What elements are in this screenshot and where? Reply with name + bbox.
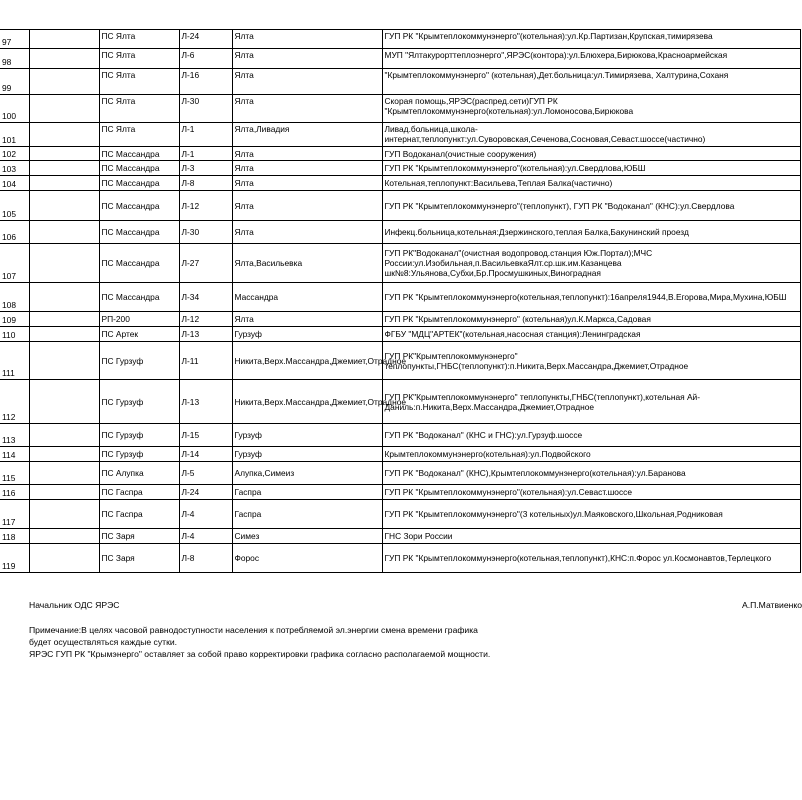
- substation-cell: ПС Гурзуф: [99, 342, 179, 380]
- row-number: 98: [0, 49, 29, 69]
- substation-cell: ПС Алупка: [99, 462, 179, 485]
- blank-cell: [29, 191, 99, 221]
- table-row: [0, 312, 800, 327]
- table-row: [0, 244, 800, 283]
- row-number: 108: [0, 283, 29, 312]
- table-row: [0, 462, 800, 485]
- line-cell: Л-24: [179, 485, 232, 500]
- row-number: 104: [0, 176, 29, 191]
- blank-cell: [29, 312, 99, 327]
- table-row: [0, 123, 800, 147]
- blank-cell: [29, 244, 99, 283]
- objects-cell: ГНС Зори России: [382, 529, 800, 544]
- line-cell: Л-30: [179, 95, 232, 123]
- line-cell: Л-8: [179, 176, 232, 191]
- area-cell: Гаспра: [232, 485, 382, 500]
- line-cell: Л-34: [179, 283, 232, 312]
- line-cell: Л-15: [179, 424, 232, 447]
- blank-cell: [29, 500, 99, 529]
- line-cell: Л-8: [179, 544, 232, 573]
- objects-cell: ГУП РК "Крымтеплокоммунэнерго"(теплопункт), ГУП РК "Водоканал" (КНС):ул.Свердлова: [382, 191, 800, 221]
- row-number: 109: [0, 312, 29, 327]
- blank-cell: [29, 544, 99, 573]
- table-row: [0, 327, 800, 342]
- substation-cell: ПС Заря: [99, 529, 179, 544]
- blank-cell: [29, 95, 99, 123]
- blank-cell: [29, 462, 99, 485]
- table-row: [0, 485, 800, 500]
- table-row: [0, 283, 800, 312]
- row-number: 115: [0, 462, 29, 485]
- substation-cell: ПС Ялта: [99, 95, 179, 123]
- blank-cell: [29, 342, 99, 380]
- table-row: [0, 380, 800, 424]
- blank-cell: [29, 485, 99, 500]
- blank-cell: [29, 30, 99, 49]
- substation-cell: ПС Ялта: [99, 123, 179, 147]
- area-cell: Ялта: [232, 161, 382, 176]
- line-cell: Л-1: [179, 123, 232, 147]
- area-cell: Никита,Верх.Массандра,Джемиет,Отрадное: [232, 342, 382, 380]
- substation-cell: ПС Массандра: [99, 244, 179, 283]
- substation-cell: ПС Массандра: [99, 283, 179, 312]
- line-cell: Л-27: [179, 244, 232, 283]
- substation-cell: ПС Массандра: [99, 191, 179, 221]
- objects-cell: "Крымтеплокоммунэнерго" (котельная),Дет.больница:ул.Тимирязева, Халтурина,Соханя: [382, 69, 800, 95]
- table-row: [0, 529, 800, 544]
- table-row: [0, 147, 800, 161]
- row-number: 111: [0, 342, 29, 380]
- row-number: 110: [0, 327, 29, 342]
- area-cell: Ялта: [232, 312, 382, 327]
- substation-cell: ПС Гурзуф: [99, 447, 179, 462]
- objects-cell: ГУП РК "Водоканал" (КНС),Крымтеплокоммунэнерго(котельная):ул.Баранова: [382, 462, 800, 485]
- substation-cell: ПС Ялта: [99, 49, 179, 69]
- chief-title: Начальник ОДС ЯРЭС: [29, 600, 120, 610]
- blank-cell: [29, 447, 99, 462]
- substation-cell: ПС Гурзуф: [99, 424, 179, 447]
- objects-cell: Инфекц.больница,котельная:Дзержинского,теплая Балка,Бакунинский проезд: [382, 221, 800, 244]
- substation-cell: ПС Гаспра: [99, 485, 179, 500]
- table-row: [0, 95, 800, 123]
- area-cell: Ялта: [232, 191, 382, 221]
- area-cell: Ялта,Васильевка: [232, 244, 382, 283]
- objects-cell: Крымтеплокоммунэнерго(котельная):ул.Подвойского: [382, 447, 800, 462]
- table-row: [0, 544, 800, 573]
- row-number: 101: [0, 123, 29, 147]
- objects-cell: ГУП РК "Крымтеплокоммунэнерго"(котельная):ул.Севаст.шоссе: [382, 485, 800, 500]
- objects-cell: ГУП РК"Водоканал"(очистная водопровод.станция Юж.Портал);МЧС России:ул.Изобильная,п.ВасильевкаЯлт.ср.шк.им.Казанцева шк№8:Ульянова,Субхи,Бр.Просмушкиных,Виноградная: [382, 244, 800, 283]
- line-cell: Л-30: [179, 221, 232, 244]
- row-number: 116: [0, 485, 29, 500]
- objects-cell: ГУП РК "Водоканал" (КНС и ГНС):ул.Гурзуф.шоссе: [382, 424, 800, 447]
- table-row: [0, 69, 800, 95]
- area-cell: Ялта: [232, 221, 382, 244]
- row-number: 107: [0, 244, 29, 283]
- blank-cell: [29, 380, 99, 424]
- substation-cell: ПС Артек: [99, 327, 179, 342]
- row-number: 114: [0, 447, 29, 462]
- area-cell: Алупка,Симеиз: [232, 462, 382, 485]
- blank-cell: [29, 221, 99, 244]
- row-number: 99: [0, 69, 29, 95]
- substation-cell: ПС Заря: [99, 544, 179, 573]
- row-number: 102: [0, 147, 29, 161]
- line-cell: Л-16: [179, 69, 232, 95]
- area-cell: Ялта: [232, 49, 382, 69]
- table-row: [0, 176, 800, 191]
- table-row: [0, 49, 800, 69]
- area-cell: Ялта: [232, 69, 382, 95]
- table-row: [0, 191, 800, 221]
- area-cell: Никита,Верх.Массандра,Джемиет,Отрадное: [232, 380, 382, 424]
- row-number: 118: [0, 529, 29, 544]
- objects-cell: ГУП Водоканал(очистные сооружения): [382, 147, 800, 161]
- table-row: [0, 342, 800, 380]
- table-row: [0, 30, 800, 49]
- row-number: 106: [0, 221, 29, 244]
- objects-cell: ГУП РК"Крымтеплокоммунэнерго" теплопункты,ГНБС(теплопункт):п.Никита,Верх.Массандра,Джемиет,Отрадное: [382, 342, 800, 380]
- chief-name: А.П.Матвиенко: [742, 600, 802, 610]
- line-cell: Л-1: [179, 147, 232, 161]
- blank-cell: [29, 123, 99, 147]
- objects-cell: ГУП РК "Крымтеплокоммунэнерго"(котельная):ул.Свердлова,ЮБШ: [382, 161, 800, 176]
- table-row: [0, 447, 800, 462]
- area-cell: Ялта: [232, 30, 382, 49]
- table-row: [0, 161, 800, 176]
- area-cell: Массандра: [232, 283, 382, 312]
- objects-cell: ФГБУ "МДЦ"АРТЕК"(котельная,насосная станция):Ленинградская: [382, 327, 800, 342]
- area-cell: Гаспра: [232, 500, 382, 529]
- area-cell: Форос: [232, 544, 382, 573]
- row-number: 119: [0, 544, 29, 573]
- blank-cell: [29, 176, 99, 191]
- note-line-1: Примечание:В целях часовой равнодоступности населения к потребляемой эл.энергии смена времени графика: [29, 625, 478, 635]
- schedule-rows: [0, 30, 800, 573]
- area-cell: Гурзуф: [232, 447, 382, 462]
- blank-cell: [29, 529, 99, 544]
- schedule-table: [0, 29, 801, 573]
- row-number: 112: [0, 380, 29, 424]
- row-number: 117: [0, 500, 29, 529]
- area-cell: Ялта: [232, 95, 382, 123]
- substation-cell: ПС Гаспра: [99, 500, 179, 529]
- area-cell: Гурзуф: [232, 424, 382, 447]
- line-cell: Л-5: [179, 462, 232, 485]
- substation-cell: РП-200: [99, 312, 179, 327]
- line-cell: Л-24: [179, 30, 232, 49]
- line-cell: Л-6: [179, 49, 232, 69]
- area-cell: Ялта,Ливадия: [232, 123, 382, 147]
- line-cell: Л-11: [179, 342, 232, 380]
- blank-cell: [29, 69, 99, 95]
- row-number: 100: [0, 95, 29, 123]
- substation-cell: ПС Ялта: [99, 30, 179, 49]
- row-number: 97: [0, 30, 29, 49]
- objects-cell: Котельная,теплопункт:Васильева,Теплая Балка(частично): [382, 176, 800, 191]
- substation-cell: ПС Ялта: [99, 69, 179, 95]
- line-cell: Л-12: [179, 312, 232, 327]
- table-row: [0, 221, 800, 244]
- table-row: [0, 424, 800, 447]
- objects-cell: Скорая помощь,ЯРЭС(распред.сети)ГУП РК "Крымтеплокоммунэнерго(котельная):ул.Ломоносова,Бирюкова: [382, 95, 800, 123]
- line-cell: Л-4: [179, 529, 232, 544]
- line-cell: Л-13: [179, 380, 232, 424]
- substation-cell: ПС Массандра: [99, 176, 179, 191]
- blank-cell: [29, 327, 99, 342]
- objects-cell: ГУП РК "Крымтеплокоммунэнерго" (котельная)ул.К.Маркса,Садовая: [382, 312, 800, 327]
- row-number: 103: [0, 161, 29, 176]
- blank-cell: [29, 147, 99, 161]
- blank-cell: [29, 424, 99, 447]
- row-number: 105: [0, 191, 29, 221]
- blank-cell: [29, 283, 99, 312]
- blank-cell: [29, 49, 99, 69]
- area-cell: Гурзуф: [232, 327, 382, 342]
- row-number: 113: [0, 424, 29, 447]
- objects-cell: ГУП РК "Крымтеплокоммунэнерго"(котельная):ул.Кр.Партизан,Крупская,тимирязева: [382, 30, 800, 49]
- table-row: [0, 500, 800, 529]
- area-cell: Ялта: [232, 147, 382, 161]
- objects-cell: ГУП РК"Крымтеплокоммунэнерго" теплопункты,ГНБС(теплопункт),котельная Ай-Даниль:п.Никита,Верх.Массандра,Джемиет,Отрадное: [382, 380, 800, 424]
- objects-cell: ГУП РК "Крымтеплокоммунэнерго(котельная,теплопункт),КНС:п.Форос ул.Космонавтов,Терлецкого: [382, 544, 800, 573]
- substation-cell: ПС Массандра: [99, 221, 179, 244]
- line-cell: Л-13: [179, 327, 232, 342]
- objects-cell: Ливад.больница,школа-интернат,теплопункт:ул.Суворовская,Сеченова,Сосновая,Севаст.шоссе(частично): [382, 123, 800, 147]
- objects-cell: ГУП РК "Крымтеплокоммунэнерго"(3 котельных)ул.Маяковского,Школьная,Родниковая: [382, 500, 800, 529]
- line-cell: Л-12: [179, 191, 232, 221]
- substation-cell: ПС Гурзуф: [99, 380, 179, 424]
- substation-cell: ПС Массандра: [99, 147, 179, 161]
- blank-cell: [29, 161, 99, 176]
- objects-cell: МУП "Ялтакурорттеплоэнерго",ЯРЭС(контора):ул.Блюхера,Бирюкова,Красноармейская: [382, 49, 800, 69]
- line-cell: Л-3: [179, 161, 232, 176]
- substation-cell: ПС Массандра: [99, 161, 179, 176]
- note-line-2: будет осуществляться каждые сутки.: [29, 637, 178, 647]
- area-cell: Симез: [232, 529, 382, 544]
- objects-cell: ГУП РК "Крымтеплокоммунэнерго(котельная,теплопункт):16апреля1944,В.Егорова,Мира,Мухина,ЮБШ: [382, 283, 800, 312]
- note-line-3: ЯРЭС ГУП РК "Крымэнерго" оставляет за собой право корректировки графика согласно располагаемой мощности.: [29, 649, 491, 659]
- area-cell: Ялта: [232, 176, 382, 191]
- line-cell: Л-4: [179, 500, 232, 529]
- line-cell: Л-14: [179, 447, 232, 462]
